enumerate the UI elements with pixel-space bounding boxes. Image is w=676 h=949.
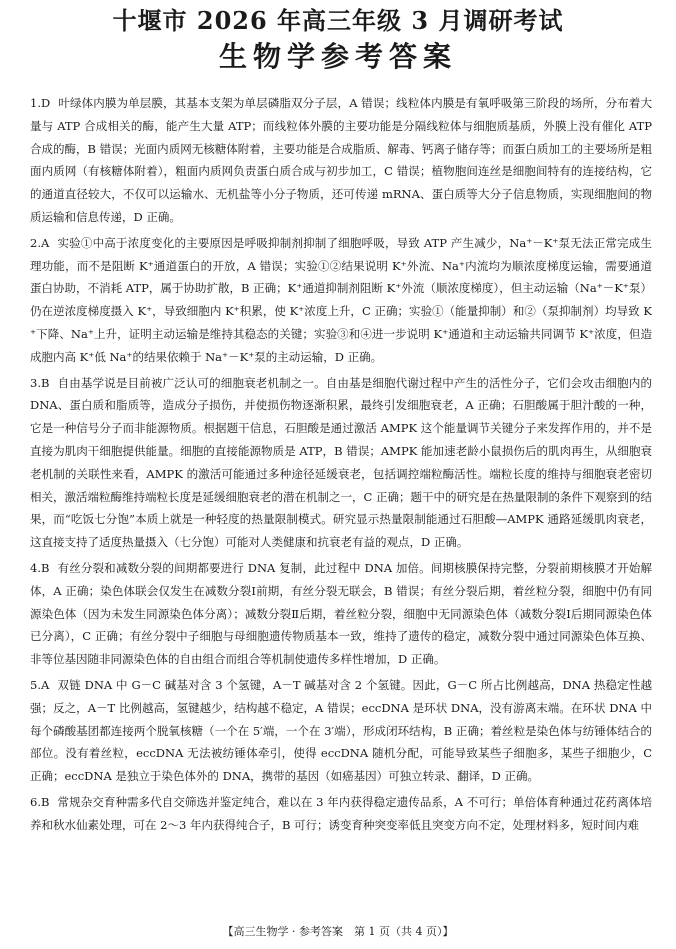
answer-letter: D <box>40 96 51 110</box>
answer-item-4 <box>30 557 652 671</box>
answer-letter: B <box>40 794 50 809</box>
answer-item-3 <box>30 372 652 554</box>
answer-explanation: 叶绿体内膜为单层膜，其基本支架为单层磷脂双分子层，A 错误；线粒体内膜是有氧呼吸第三阶段的场所，分布着大量与 ATP 合成相关的酶，能产生大量 ATP；而线粒体外膜的主要功能是分隔线粒体与细胞质基质，外膜上没有催化 ATP 合成的酶，B 错误；光面内质网无核糖体附着，主要功能是合成脂质、解毒、钙离子储存等；而蛋白质加工的主要场所是粗面内质网（有核糖体附着），粗面内质网负责蛋白质合成与初步加工，C 错误；植物胞间连丝是细胞间特有的连接结构，它的通道直径较大，不仅可以运输水、无机盐等小分子物质，还可传递 mRNA、蛋白质等大分子信息物质，实现细胞间的物质运输和信息传递，D 正确。 <box>30 96 652 224</box>
answer-explanation: 双链 DNA 中 G－C 碱基对含 3 个氢键，A－T 碱基对含 2 个氢键。因此，G－C 所占比例越高，DNA 热稳定性越强；反之，A－T 比例越高，氢键越少，结构越不稳定，A 错误；eccDNA 是环状 DNA，没有游离末端。在环状 DNA 中每个磷酸基团都连接两个脱氧核糖（一个在 5′端，一个在 3′端），形成闭环结构，B 正确；着丝粒是染色体与纺锤体结合的部位。没有着丝粒，eccDNA 无法被纺锤体牵引，使得 eccDNA 随机分配，可能导致某些子细胞多，某些子细胞少，C 正确；eccDNA 是独立于染色体外的 DNA，携带的基因（如癌基因）可独立转录、翻译，D 正确。 <box>30 677 652 784</box>
answer-item-2 <box>30 232 652 369</box>
answer-item-6 <box>30 791 652 837</box>
question-number: 3. <box>30 375 41 390</box>
answer-letter: A <box>40 677 50 692</box>
question-number: 1. <box>30 96 41 110</box>
page-footer: 【高三生物学 · 参考答案 第 1 页（共 4 页）】 <box>222 925 454 938</box>
answer-explanation: 实验①中高于浓度变化的主要原因是呼吸抑制剂抑制了细胞呼吸，导致 ATP 产生减少，Na⁺－K⁺泵无法正常完成生理功能，而不是阻断 K⁺通道蛋白的开放，A 错误；实验①②结果说明 K⁺外流、Na⁺内流均为顺浓度梯度运输，需要通道蛋白协助，不消耗 ATP，属于协助扩散，B 正确；K⁺通道抑制剂阻断 K⁺外流（顺浓度梯度），但主动运输（Na⁺－K⁺泵）仍在逆浓度梯度摄入 K⁺，导致细胞内 K⁺积累，使 K⁺浓度上升，C 正确；实验①（能量抑制）和②（泵抑制剂）均导致 K⁺下降、Na⁺上升，证明主动运输是维持其稳态的关键；实验③和④进一步说明 K⁺通道和主动运输共同调节 K⁺浓度，但造成胞内高 K⁺低 Na⁺的结果依赖于 Na⁺－K⁺泵的主动运输，D 正确。 <box>30 235 652 364</box>
answer-letter: A <box>40 235 50 250</box>
answer-explanation: 有丝分裂和减数分裂的间期都要进行 DNA 复制，此过程中 DNA 加倍。间期核膜保持完整，分裂前期核膜才开始解体，A 正确；染色体联会仅发生在减数分裂Ⅰ前期，有丝分裂无联会，B 错误；有丝分裂后期，着丝粒分裂，细胞中仍有同源染色体（因为未发生同源染色体分离）；减数分裂Ⅱ后期，着丝粒分裂，细胞中无同源染色体（减数分裂Ⅰ后期同源染色体已分离），C 正确；有丝分裂中子细胞与母细胞遗传物质基本一致，维持了遗传的稳定，减数分裂中通过同源染色体互换、非等位基因随非同源染色体的自由组合而组合等机制使遗传多样性增加，D 正确。 <box>30 560 652 667</box>
exam-title: 十堰市 2026 年高三年级 3 月调研考试 <box>112 6 564 35</box>
answer-key-title: 生物学参考答案 <box>218 40 457 73</box>
answer-item-5 <box>30 674 652 788</box>
question-number: 5. <box>30 677 41 692</box>
answer-item-1 <box>30 92 652 229</box>
answers-list <box>30 92 652 840</box>
answer-explanation: 常规杂交育种需多代自交筛选并鉴定纯合，难以在 3 年内获得稳定遗传品系，A 不可行；单倍体育种通过花药离体培养和秋水仙素处理，可在 2～3 年内获得纯合子，B 可行；诱变育种突变率低且突变方向不定，处理材料多，短时间内难 <box>30 794 652 832</box>
question-number: 4. <box>30 560 41 575</box>
answer-letter: B <box>40 560 50 575</box>
question-number: 2. <box>30 235 41 250</box>
answer-explanation: 自由基学说是目前被广泛认可的细胞衰老机制之一。自由基是细胞代谢过程中产生的活性分子，它们会攻击细胞内的 DNA、蛋白质和脂质等，造成分子损伤，并使损伤物逐渐积累，最终引发细胞衰老，A 正确；石胆酸属于胆汁酸的一种，它是一种信号分子而非能源物质。根据题干信息，石胆酸是通过激活 AMPK 这个能量调节关键分子来发挥作用的，并不是直接为肌肉干细胞提供能量。细胞的直接能源物质是 ATP，B 错误；AMPK 能加速老龄小鼠损伤后的肌肉再生，从细胞衰老机制的关联性来看，AMPK 的激活可能通过多种途径延缓衰老，包括调控端粒酶活性。端粒长度的维持与细胞衰老密切相关，激活端粒酶维持端粒长度是延缓细胞衰老的潜在机制之一，C 正确；题干中的研究是在热量限制的条件下观察到的结果，而“吃饭七分饱”本质上就是一种轻度的热量限制模式。研究显示热量限制能通过石胆酸—AMPK 通路延缓肌肉衰老，这直接支持了适度热量摄入（七分饱）可能对人类健康和抗衰老有益的观点，D 正确。 <box>30 375 652 550</box>
question-number: 6. <box>30 794 41 809</box>
answer-letter: B <box>40 375 50 390</box>
